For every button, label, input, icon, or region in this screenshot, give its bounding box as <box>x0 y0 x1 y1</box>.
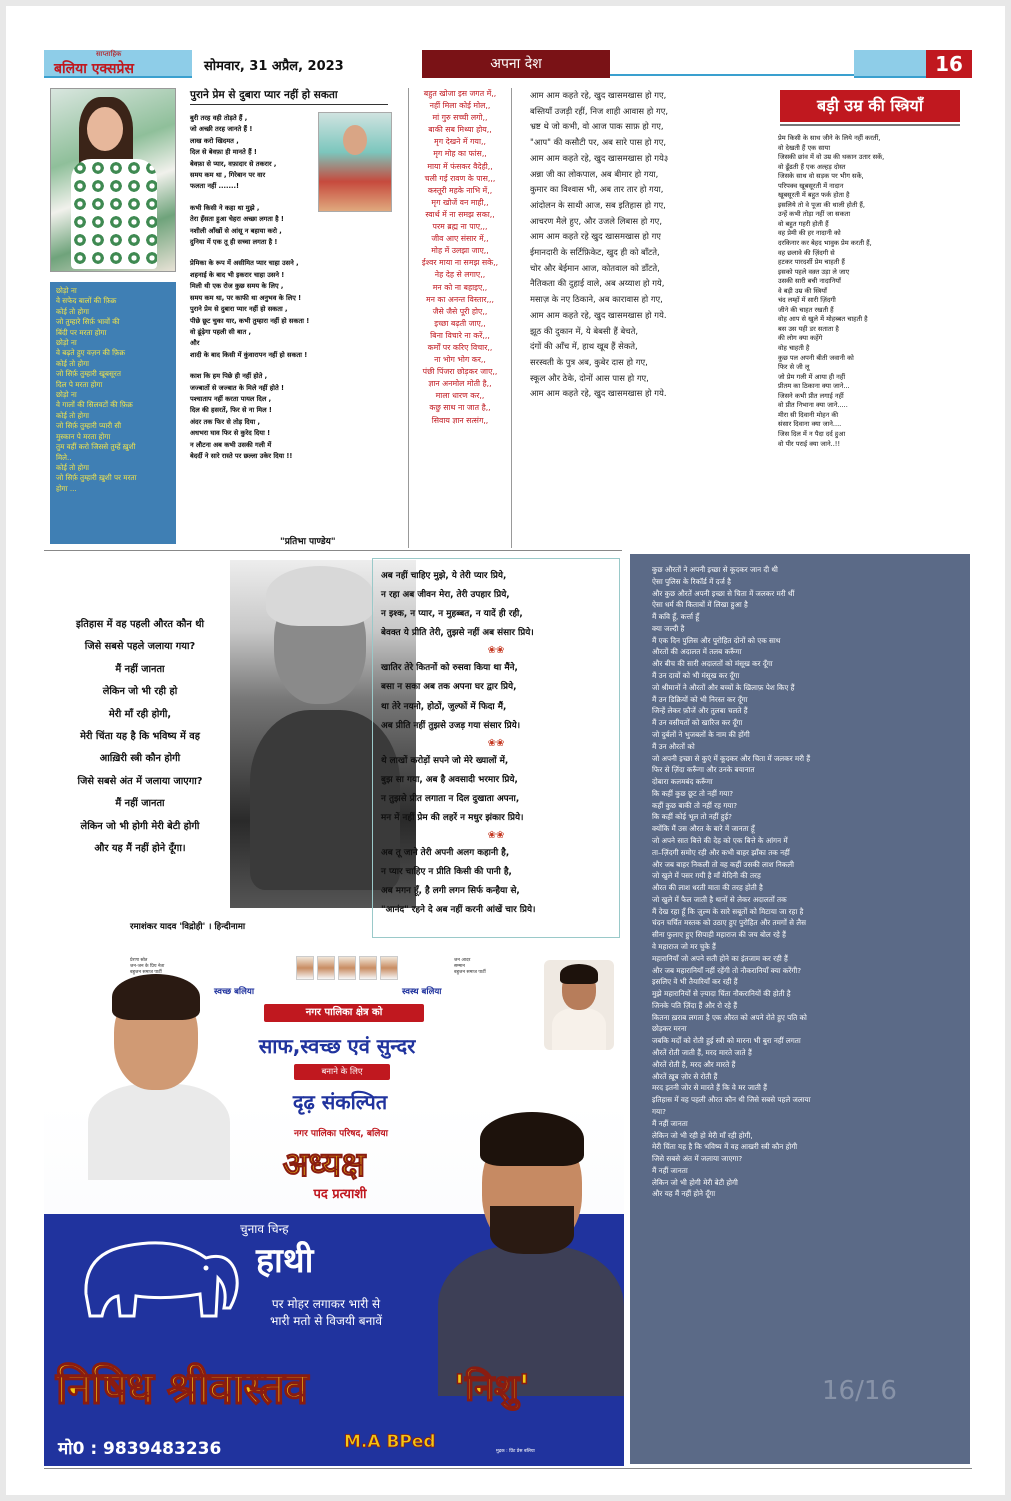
poem-line: सरस्वती के पुत्र अब, कुबेर दास हो गए, <box>530 356 648 367</box>
poem-line: जो अपनी इच्छा से कुएं में कूदकर और चिता में जलकर मरी हैं <box>652 753 811 763</box>
poem-line: कोई तो होगा <box>56 358 90 368</box>
poem-line: इतिहास में वह पहली औरत कौन थी जिसे सबसे पहले जलाया <box>652 1095 811 1105</box>
poem-line: परिपक्व खूबसूरती में नादान <box>778 181 844 190</box>
poem-badi-umra <box>778 134 968 544</box>
poem-line: नैतिकता की दुहाई वाले, अब अय्याश हो गये, <box>530 278 665 289</box>
poem-line: की लोग क्या कहेंगे <box>778 334 823 343</box>
issue-date: सोमवार, 31 अप्रैल, 2023 <box>204 59 344 74</box>
election-symbol: हाथी <box>256 1241 314 1281</box>
poem-line: मैं देख रहा हूँ कि ज़ुल्म के सारे सबूतों को मिटाया जा रहा है <box>652 906 804 916</box>
poem-line: "आनंद" रहने दे अब नहीं करनी आंखें चार प्रिये। <box>381 905 536 916</box>
publication-frequency: साप्ताहिक <box>96 50 122 58</box>
poem-stanza <box>190 371 400 462</box>
poem-line: लाख करो खिदमत , <box>190 136 239 145</box>
ad-slogan: साफ,स्वच्छ एवं सुन्दर <box>258 1034 416 1058</box>
poem-line: लेकिन जो भी रही हो <box>102 686 178 698</box>
verse-line: कस्तूरी महके नाभि में,, <box>427 185 493 195</box>
verse-line: ज्ञान अनमोल मोती है,, <box>428 379 492 389</box>
ad-council: नगर पालिका परिषद, बलिया <box>294 1129 388 1139</box>
poem-line: काश कि हम पिछे ही नहीं होते , <box>190 372 268 381</box>
ad-post: अध्यक्ष <box>282 1145 366 1185</box>
candidate-degree: M.A BPed <box>344 1432 436 1452</box>
poem-line: औरत की लाश धरती माता की तरह होती है <box>652 883 763 893</box>
ad-minitext-right <box>454 958 486 976</box>
poem-line: जो अपने सात बित्ते की देह को एक बित्ते के आंगन में <box>652 835 788 845</box>
poem-line: समय कम था , गिरेबान पर वार <box>190 171 266 180</box>
poem-line: शहनाई के बाद भी इकरार चाहा उसने ! <box>190 270 285 279</box>
poem-line: मैं नहीं जानता <box>652 1165 688 1175</box>
poem-line: वे गालों की सिलवटों की फ़िक्र <box>56 400 133 410</box>
poem-line: वो पीर पराई क्या जाने..!! <box>778 439 841 448</box>
poem-line: और यह मैं नहीं होने दूँगा <box>652 1189 716 1199</box>
long-poem-panel <box>630 554 970 1464</box>
ad-minitext-line: प्रेरणा स्रोत <box>130 958 148 963</box>
ad-minitext-line: जन-जन के प्रिय नेता <box>130 964 165 969</box>
poem-line: आम आम कहते रहे, खुद खासमखास हो गये. <box>530 309 667 320</box>
poem-line: औरतें रोती जाती हैं, मरद मारते जाते हैं <box>652 1048 752 1058</box>
verse-line: माया में फंसकर वैदेही,, <box>427 161 493 171</box>
poem-line: जिसे सबसे अंत में जलाया जाएगा? <box>77 775 203 787</box>
verse-line: नहीं मिला कोई मोल,, <box>429 101 491 111</box>
poem-line: बेवफ़ा से प्यार, वफ़ादार से तकरार , <box>190 159 277 168</box>
poem-line: जो श्रीमानों ने औरतों और बच्चों के खिलाफ़ पेश किए हैं <box>652 682 795 692</box>
poem-line: मेरी माँ रही होगी, <box>108 708 172 720</box>
poem-line: औरतों की अदालत में तलब करूँगा <box>652 647 742 657</box>
poem-line: चंद लम्हों में सारी ज़िंदगी <box>778 296 836 305</box>
poem-line: महारानियाँ जो अपने सती होने का इंतजाम कर रही हैं <box>652 953 788 963</box>
verse-line: सिवाय ज्ञान सत्संग,, <box>431 415 489 425</box>
header-accent <box>854 50 926 78</box>
page-watermark: 16/16 <box>822 1376 897 1406</box>
poem-line: आम आम कहते रहे, खुद खासमखास हो गये३ <box>530 152 669 163</box>
verse-line: जैसे जैसे पूरी होए,, <box>432 306 488 316</box>
poem-line: मुझे महारानियों से ज़्यादा चिंता नौकरानियों की होती है <box>652 989 791 999</box>
poem-line: ऐसा धर्म की किताबों में लिखा हुआ है <box>652 600 748 610</box>
poem-line: जिस दिल में न पैदा दर्द हुआ <box>778 429 846 438</box>
poem-line: चंदन चर्चित मस्तक को उठाए हुए पुरोहित और तमगों से लैस <box>652 918 806 928</box>
verse-line: मन का अनन्त विस्तार,,, <box>425 294 495 304</box>
poem-line: पीछे छूट चुका यार, कभी तुम्हारा नहीं हो सकता ! <box>190 316 310 325</box>
tag-swasth: स्वस्थ बलिया <box>402 987 442 997</box>
verse-line: स्वार्थ में ना समझ सका,, <box>425 209 495 219</box>
poem-line: वो देखती हैं एक साया <box>778 143 831 152</box>
verse-line: मृग खोजें वन माही,, <box>431 197 489 207</box>
poem-line: कितना ख़राब लगता है एक औरत को अपने रोते हुए पति को <box>652 1012 807 1022</box>
poem-line: उसकी सारी बची नादानियाँ <box>778 277 841 286</box>
title-rule <box>190 104 388 105</box>
poem-line: बसा न सका अब तक अपना घर द्वार प्रिये, <box>381 682 517 693</box>
poem-line: जिसके साथ वो सड़क पर भीग सकें, <box>778 172 864 181</box>
ad-minitext-left <box>130 958 164 976</box>
poem-line: वे बढ़ते हुए वज़न की फ़िक्र <box>56 348 126 358</box>
vote-appeal <box>216 1296 436 1330</box>
verse-line: पंछी पिंजरा छोड़कर जाए,, <box>422 367 498 377</box>
poem-line: इसलिये तो वे पूजा की थाली होती हैं, <box>778 200 865 209</box>
poem-line: जो दुर्बलों ने भुजबलों के नाम की होंगी <box>652 729 750 739</box>
poem-line: क्या जल्दी है <box>652 623 685 633</box>
poem-line: छोड़ो ना <box>56 338 77 348</box>
flower-divider-icon: ❀❀ <box>487 830 505 842</box>
verse-line: इच्छा बढ़ती जाए,, <box>434 318 486 328</box>
page-number: 16 <box>926 50 972 78</box>
ad-minitext-line: बहुजन समाज पार्टी <box>454 970 486 975</box>
candidate-photo-small <box>84 966 234 1176</box>
poem-line: दोबारा कलमबंद करूँगा <box>652 777 713 787</box>
poem-line: मेरी चिंता यह है कि भविष्य में वह <box>80 731 200 743</box>
poem-line: आंदोलन के साथी आज, सब इतिहास हो गए, <box>530 199 666 210</box>
candidate-photo <box>428 1096 624 1396</box>
poem-line: दिल की हसरतें, फिर से ना मिल ! <box>190 406 272 415</box>
poem-line: कोई तो होगा <box>56 306 90 316</box>
verse-line: परम ब्रह्म ना पाए,,, <box>432 222 488 232</box>
poem-line: वे बड़ी उम्र की स्त्रियाँ <box>778 286 827 295</box>
footer-rule <box>44 1468 972 1469</box>
poem-line: इसलिए वे भी तैयारियाँ कर रही हैं <box>652 977 738 987</box>
poem-line: मैं उन डिक्रियों को भी निरस्त कर दूँगा <box>652 694 748 704</box>
poem-line: जो सिर्फ़ तुम्हारी प्यारी सी <box>56 421 122 431</box>
poem-line: संसार दिवाना क्या जाने.... <box>778 420 842 429</box>
poem-line: मैं कवि हूँ, कर्त्ता हूँ <box>652 612 700 622</box>
poem-line: और जब महारानियाँ नहीं रहेंगी तो नौकरानियाँ क्या करेंगी? <box>652 965 802 975</box>
poem-line: मैं नहीं जानता <box>115 663 165 675</box>
poem-line: मेरी चिंता यह है कि भविष्य में वह आखरी स्त्री कौन होगी <box>652 1142 798 1152</box>
leader-photo <box>544 960 614 1050</box>
poem-line: वे सफेद बालों की फ़िक्र <box>56 296 117 306</box>
poem-line: तेरा हँसता हुआ चेहरा अच्छा लगता है ! <box>190 215 284 224</box>
poem-line: मैं नहीं जानता <box>115 798 165 810</box>
ad-minitext-line: सम्मान <box>454 964 465 969</box>
poem-line: समय कम था, पर काफी था अनुभव के लिए ! <box>190 293 302 302</box>
poem-line: कोई तो होगा <box>56 462 90 472</box>
poem-line: पश्चाताप नहीं करता पायल दिल , <box>190 394 272 403</box>
ad-banner-1: नगर पालिका क्षेत्र को <box>264 1004 424 1022</box>
poem-line: "आप" की कसौटी पर, अब सारे पास हो गए, <box>530 137 667 148</box>
poem-line: न रहा अब जीवन मेरा, तेरी उपहार प्रिये, <box>381 590 510 601</box>
poem-line: बस्तियाँ उजड़ी रहीं, निज शाही आवास हो गए, <box>530 105 668 116</box>
poem-line: जिसे सबसे अंत में जलाया जाएगा? <box>652 1154 743 1164</box>
poem-line: दिल से बेवफ़ा ही मानते हैं ! <box>190 148 257 157</box>
poem-line: जिसे सबसे पहले जलाया गया? <box>84 641 196 653</box>
poem-title: पुराने प्रेम से दुबारा प्यार नहीं हो सकता <box>190 89 338 101</box>
poem-line: अब नहीं चाहिए मुझे, ये तेरी प्यार प्रिये, <box>381 571 507 581</box>
section-title: अपना देश <box>422 50 610 78</box>
poem-line: और कुछ औरतें अपनी इच्छा से चिता में जलकर मरी थीं <box>652 588 795 598</box>
ad-candidate-label: पद प्रत्याशी <box>313 1187 367 1202</box>
poem-line: प्रेम किसी के साथ जीने के लिये नहीं करतीं, <box>778 134 881 142</box>
poem-line: खूबसूरती में बहुत फर्क होता है <box>778 191 850 200</box>
section-divider <box>44 550 622 551</box>
poem-line: औरतें ख़ूब ज़ोर से रोती हैं <box>652 1071 718 1081</box>
poem-line: जिन्हें लेकर फ़ौजें और तुलबा चलते हैं <box>652 706 748 716</box>
poem-line: मैं उन वसीयतों को खारिज कर दूँगा <box>652 718 743 728</box>
poet-signature: "प्रतिभा पाण्डेय" <box>280 537 336 547</box>
poem-line: कुछ औरतों ने अपनी इच्छा से कूदकर जान दी थी <box>652 565 778 574</box>
poem-line: बेदर्दी ने सारे रास्ते पर छल्ला उकेर दिया !! <box>190 451 293 460</box>
poem-line: कहीं कुछ बाकी तो नहीं रह गया? <box>652 800 738 810</box>
poem-line: मन में नहीं प्रेम की लहरें न मधुर झंकार प्रिये। <box>381 813 524 824</box>
poet-photo <box>318 112 392 212</box>
ad-banner-2: बनाने के लिए <box>294 1064 390 1080</box>
vidrohi-poem-block <box>44 558 368 938</box>
poem-line: और <box>190 339 200 348</box>
poem-line: अन्ना जी का लोकपाल, अब बीमार हो गया, <box>530 168 659 179</box>
poem-line: मसाज़ के नए ठिकाने, अब कारावास हो गए, <box>530 294 663 305</box>
poem-line: पुराने प्रेम से दुबारा प्यार नहीं हो सकता , <box>190 305 288 314</box>
poem-line: जो प्रेम गली में आया ही नहीं <box>778 372 846 381</box>
poem-line: फिर से ज़िंदा करूँगा और उनके बयानात <box>652 765 755 775</box>
poem-line: नशीली आँखों से आंसू न बहाया करो , <box>190 226 282 235</box>
poem-line: लेकिन जो भी रही हो मेरी माँ रही होगी, <box>652 1130 753 1140</box>
verse-line: माला धारण कर,, <box>435 391 485 401</box>
verse-line: बिना विचारे ना करें,,, <box>430 330 490 340</box>
poem-line: जो खुले में पसर गयी है माँ मेदिनी की तरह <box>652 871 761 881</box>
poem-line: हटकर पारदर्शी प्रेम चाहती हैं <box>778 258 845 267</box>
ad-minitext-line: जन आदर <box>454 958 471 963</box>
vidrohi-poem <box>48 614 232 860</box>
poem-line: अब मगन हूँ, है लगी लगन सिर्फ कन्हैया से, <box>381 886 520 897</box>
poem-line: दिल पे मरता होगा <box>56 379 103 389</box>
verse-line: चली गई रावण के पास,,, <box>424 173 496 183</box>
publication-box <box>44 50 192 78</box>
poem-line: न इश्क, न प्यार, न मुहब्बत, न यादें ही रही, <box>381 609 523 620</box>
poem-line: कुछ पल अपनी बीती जवानी को <box>778 353 854 362</box>
poem-line: और बीच की सारी अदालतों को मंसूख कर दूँगा <box>652 659 773 669</box>
verse-line: ना भोग भोग कर,, <box>434 355 486 365</box>
poem-line: तुम वहीं करो जिससे तुम्हें ख़ुशी <box>56 442 136 452</box>
poem-line: जो सिर्फ़ तुम्हारी खूबसूरत <box>56 369 121 379</box>
verse-line: मृग मोह का फांस,, <box>433 149 487 159</box>
poem-line: कोई तो होगा <box>56 410 90 420</box>
poem-line: जज्बातों से जज्बात के मिले नहीं होते ! <box>190 383 285 392</box>
poem-line: मुस्कान पे मरता होगा <box>56 431 111 441</box>
poem-line: दंगों की आँच में, हाथ खूब हैं सेकते, <box>530 341 638 352</box>
poem-line: वो ढूंढ़ेगा पहली सी बात , <box>190 327 252 336</box>
love-poem-block <box>372 558 620 938</box>
poem-line: होगा ... <box>56 483 77 493</box>
tag-swachh: स्वच्छ बलिया <box>214 987 255 997</box>
printer-credit: मुद्रक : प्रिंट प्रेस बलिया <box>496 1449 535 1454</box>
poem-line: थे लाखों करोड़ों सपने जो मेरे ख्यालों में, <box>381 755 509 766</box>
poem-line: वो बहुत गहरी होती हैं <box>778 219 829 228</box>
poem-line: जो खुले में फैल जाती है थानों से लेकर अदालतों तक <box>652 894 787 904</box>
poem-line: शादी के बाद किसी में कुंवारापन नहीं हो सकता ! <box>190 350 308 359</box>
woman-photo <box>50 88 176 272</box>
verse-line: ईश्वर माया ना समझ सके,, <box>421 258 499 268</box>
poem-line: क्योंकि मैं उस औरत के बारे में जानता हूँ <box>652 824 755 834</box>
poem-line: मरद इतनी जोर से मारते हैं कि वे मर जाती हैं <box>652 1083 767 1093</box>
verse-line: मृग देखने में गया,, <box>434 137 486 147</box>
candidate-mobile: मो0 : 9839483236 <box>58 1439 222 1459</box>
candidate-nickname: 'निशु' <box>454 1368 530 1409</box>
poem-aam-aam <box>530 88 750 548</box>
flower-divider-icon: ❀❀ <box>487 737 505 749</box>
poem-line: स्कूल और ठेके, दोनों आस पास हो गए, <box>530 372 649 383</box>
poem-line: मैं उन औरतों को <box>652 741 695 751</box>
publication-name: बलिया एक्सप्रेस <box>54 61 134 77</box>
poem-line: जबकि मर्दों को रोती हुई स्त्री को मारना भी बुरा नहीं लगता <box>652 1036 801 1046</box>
poem-line: मैं उन दावों को भी मंसूख कर दूँगा <box>652 671 740 681</box>
poem-line: प्रीतम का ठिकाना क्या जाने... <box>778 382 850 391</box>
poem-line: मैं एक दिन पुलिस और पुरोहित दोनों को एक साथ <box>652 635 781 645</box>
ad-minitext-line: बहुजन समाज पार्टी <box>130 970 162 975</box>
poem-line: आख़िरी स्त्री कौन होगी <box>99 753 181 765</box>
poem-line: लेकिन जो भी होगी मेरी बेटी होगी <box>80 820 200 832</box>
poem-line: न लौटना अब कभी उसकी गली में <box>190 440 272 449</box>
poem-line: बुरी तरह वही तोड़ते हैं , <box>190 114 248 122</box>
poem-line: वोह चाहती है <box>778 344 810 353</box>
leaders-photos <box>296 956 406 982</box>
poem-stanza <box>190 258 400 361</box>
poem-line: आम आम कहते रहे खुद खासमखास हो गए <box>530 231 661 242</box>
poem-line: था तेरे नयनो, होठों, जुल्फों में फिदा मैं, <box>381 701 507 712</box>
poem-line: अब तू जाने तेरी अपनी अलग कहानी है, <box>381 848 510 859</box>
poem-line: लेकिन जो भी होगी मेरी बेटी होगी <box>652 1177 738 1187</box>
verse-line: मन को ना बहाइए,, <box>432 282 488 292</box>
poem-line: बस उस यही डर सताता है <box>778 324 839 333</box>
poem-line: वे महाराज जो मर चुके हैं <box>652 942 716 951</box>
vote-line: पर मोहर लगाकर भारी से <box>271 1297 381 1311</box>
poem-line: औरतें रोती हैं, मरद और मारते हैं <box>652 1059 736 1069</box>
poem-line: छोड़ो ना <box>56 390 77 400</box>
ad-resolve: दृढ़ संकल्पित <box>292 1090 388 1114</box>
poem-line: झूठ की दुकान में, ये बेबसी हैं बेचते, <box>530 325 639 336</box>
poem-line: वो प्रीत निभाना क्या जाने..... <box>778 401 848 410</box>
poem-line: इतिहास में वह पहली औरत कौन थी <box>75 619 205 630</box>
poem-line: अधभरा घाव फिर से कुरेद दिया ! <box>190 429 271 438</box>
poem-line: और जब बाहर निकली तो वह कहीं उसकी लाश निकली <box>652 859 794 869</box>
poem-line: बुझ सा गया, अब है अवसादी भरमार प्रिये, <box>381 774 518 785</box>
header-divider <box>610 74 854 76</box>
poem-line: इसको पहले वक़्त उड़ा ले जाए <box>778 267 850 276</box>
poem-title-badi-umra: बड़ी उम्र की स्त्रियाँ <box>780 90 960 122</box>
masthead <box>44 50 972 78</box>
election-advertisement <box>44 946 624 1466</box>
poem-line: छोड़ो ना <box>56 286 77 295</box>
verse-line: मोह में उलझा जाए,, <box>431 246 489 256</box>
poem-line: कि कहीं कुछ छूट तो नहीं गया? <box>652 788 734 798</box>
poem-line: अंदर तक फिर से तोड़ दिया , <box>190 417 261 426</box>
poem-line: जो सिर्फ़ तुम्हारी ख़ुशी पर मरता <box>56 473 137 483</box>
verse-line: बाकी सब मिथ्या होय,, <box>428 125 492 135</box>
symbol-label: चुनाव चिन्ह <box>240 1222 289 1236</box>
poem-line: मीरा सी दिवानी मोहन की <box>778 410 839 419</box>
poem-line: वह प्रेमी की हर नादानी को <box>778 229 841 238</box>
poem-line: फिर से जी लू <box>778 363 810 372</box>
vote-line: भारी मतो से विजयी बनावें <box>269 1314 383 1328</box>
poem-line: सीना फुलाए हुए सिपाही महाराज की जय बोल रहे हैं <box>652 930 786 940</box>
verse-line: बहुत खोजा इस जगत में,, <box>423 89 497 98</box>
poem-line: मैं नहीं जानता <box>652 1118 688 1128</box>
poem-line: न प्यार चाहिए न प्रीति किसी की पानी है, <box>381 867 512 878</box>
verse-line: जीव आए संसार में,, <box>431 234 489 244</box>
poem-line: वोह आप से खुले में मोहब्बत चाहती है <box>778 315 868 324</box>
poem-line: आम आम कहते रहे, खुद खासमखास हो गये. <box>530 388 667 399</box>
poem-line: जिसकी छांव में वो उम्र की थकान उतार सकें, <box>778 153 885 162</box>
poem-line: जिनके पति ज़िंदा हैं और रो रहे हैं <box>652 1000 738 1010</box>
poem-line: जो तुम्हारे सिर्फ़ भावों की <box>56 317 120 327</box>
poem-line: जिसने कभी प्रीत लगाई नहीं <box>778 391 844 400</box>
candidate-name: निषिध श्रीवास्तव <box>56 1363 308 1414</box>
poem-line: चोर और बेईमान आज, कोतवाल को डाँटते, <box>530 262 660 273</box>
poem-caption: रमाशंकर यादव 'विद्रोही' । हिन्दीनामा <box>130 922 246 932</box>
poem-line: कभी किसी ने कहा था मुझे , <box>190 203 260 212</box>
poem-line: वो ढूँढती हैं एक अल्हड़ दोस्त <box>778 162 846 171</box>
poem-line: अब प्रीति नहीं तुझसे उजड़ गया संसार प्रिये। <box>381 720 521 731</box>
poem-line: जीने की चाहत रखती हैं <box>778 305 834 314</box>
red-verse-column <box>408 88 512 548</box>
poem-line: वह छलावे की ज़िंदगी से <box>778 248 835 257</box>
side-poem-box <box>50 282 176 544</box>
poem-line: खातिर तेरे कितनों को रुसवा किया था मैंने, <box>381 663 518 674</box>
poem-line: जो अच्छी तरह जानते हैं ! <box>190 125 253 134</box>
poem-line: उन्हें कभी तोड़ा नहीं जा सकता <box>778 210 851 219</box>
poem-line: ईमानदारी के सर्टिफ़िकेट, खुद ही को बाँटते, <box>530 247 660 258</box>
verse-line: नेह देह से लगाए,, <box>434 270 486 280</box>
verse-line: मां गुरु सच्ची लगो,, <box>432 113 488 123</box>
poem-line: फलता नहीं .......! <box>190 182 240 191</box>
poem-line: कि कहीं कोई भूल तो नहीं हुई? <box>652 812 732 822</box>
poem-line: मिली थी एक रोज कुछ समय के लिए , <box>190 282 284 291</box>
poem-line: और यह मैं नहीं होने दूँगा। <box>94 843 186 855</box>
poem-line: दुनिया में एक तू ही सच्चा लगता है ! <box>190 238 278 247</box>
poem-line: न तुझसे प्रीत लगाता न दिल दुखाता अपना, <box>381 793 520 804</box>
poem-line: प्रेमिका के रूप में असीमित प्यार चाहा उसने , <box>190 259 299 268</box>
verse-line: कर्मों पर करिए विचार,, <box>427 342 493 352</box>
poem-line: भ्रष्ट थे जो कभी, वो आज पाक साफ़ हो गए, <box>530 121 664 132</box>
poem-line: दरकिनार कर बेहद भावुक प्रेम करती हैं, <box>778 239 872 248</box>
poem-line: मिले.. <box>56 452 72 462</box>
poem-line: आम आम कहते रहे, खुद खासमखास हो गए, <box>530 90 667 100</box>
poem-line: बेवक्त ये प्रीति तेरी, तुझसे नहीं अब संसार प्रिये। <box>381 628 534 639</box>
poem-line: छोड़कर मरना <box>652 1024 687 1034</box>
poem-line: ता–ज़िंदगी समोए रही और कभी बाहर झाँका तक नहीं <box>652 847 790 857</box>
poem-line: ऐसा पुलिस के रिकॉर्ड में दर्ज है <box>652 576 731 586</box>
poem-line: गया? <box>652 1106 666 1116</box>
poem-line: बिंदी पर मरता होगा <box>56 327 107 337</box>
poem-line: आचरण मैले हुए, और उजले लिबास हो गए, <box>530 215 662 226</box>
verse-line: कछु साथ ना जात है,, <box>429 403 491 413</box>
poem-line: कुमार का विश्वास भी, अब तार तार हो गया, <box>530 184 664 195</box>
flower-divider-icon: ❀❀ <box>487 645 505 657</box>
